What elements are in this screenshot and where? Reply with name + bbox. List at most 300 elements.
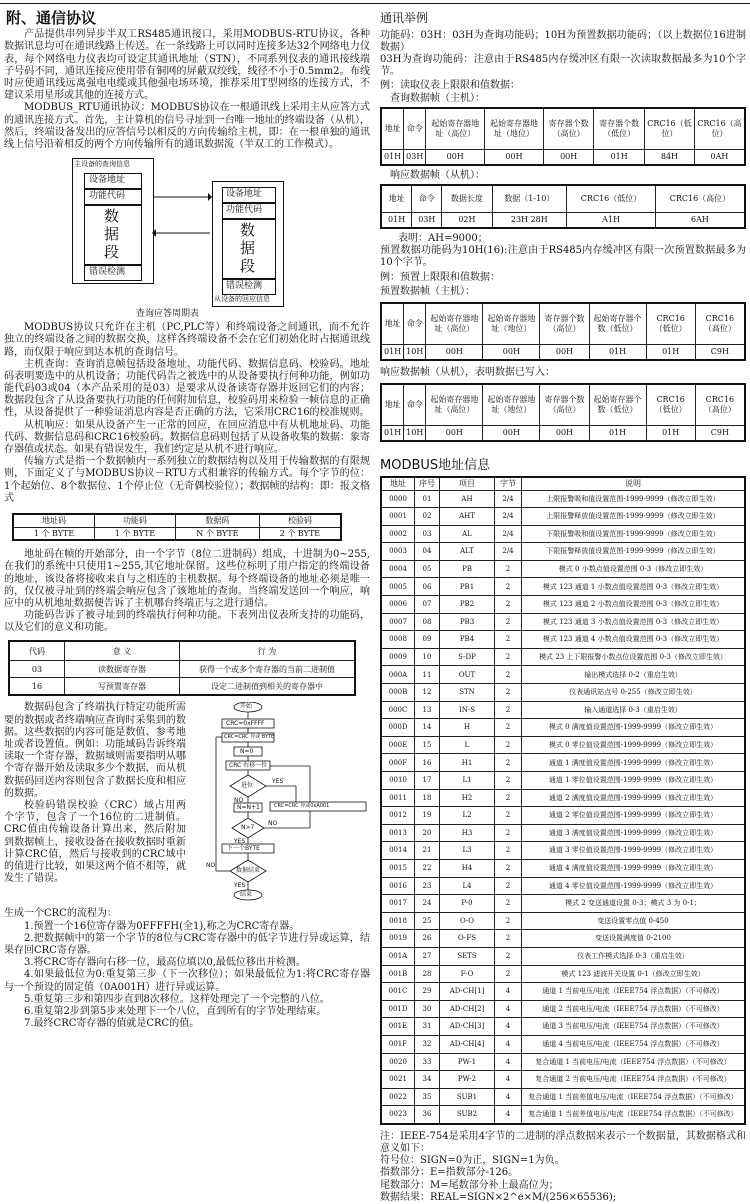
table-header-cell: 命令 — [404, 384, 426, 426]
data-code-paragraph: 数据码包含了终端执行特定功能所需要的数据或者终端响应查询时采集到的数据。这些数据的内容可能是数值、参考地址或者设置值。例如：功能域码告诉终端读取一个寄存器，数据域则需要指明从哪个寄存器开始及读取多少个数据，而从机数据码回送内容则包含了数据长度和相应的数据。 — [4, 702, 186, 799]
table-cell: 通道 3 满度值设置范围-1999-9999（修改立即生效） — [522, 824, 746, 842]
table-row — [381, 648, 745, 666]
data-crc-text — [4, 702, 186, 885]
table-cell: 33 — [415, 1053, 440, 1071]
table-cell: 设定二进制值到相关的寄存器中 — [180, 678, 356, 696]
table-cell: H1 — [440, 754, 495, 772]
table-row — [381, 1035, 745, 1053]
table-cell: 0014 — [381, 842, 415, 860]
table-cell: 23 — [415, 877, 440, 895]
table-header-cell: CRC16（高位） — [694, 108, 745, 150]
table-cell: SUB2 — [440, 1106, 495, 1124]
slave-data-char-3: 段 — [240, 257, 256, 276]
table-cell: 复合通道 1 当前差值电压/电流（IEEE754 浮点数据）（不可修改） — [522, 1106, 746, 1124]
table-cell: 0013 — [381, 824, 415, 842]
table-cell: 01H — [646, 426, 695, 442]
table-cell: 模式 123 通道 4 小数点值设置范围 0-3（修改立即生效） — [522, 631, 746, 649]
table-cell: 17 — [415, 772, 440, 790]
table-header-row — [9, 641, 355, 661]
table-row — [381, 490, 745, 508]
query-frame-table — [380, 107, 746, 166]
table-cell: 2 — [495, 736, 522, 754]
table-cell: 0003 — [381, 543, 415, 561]
crc-flowchart — [200, 702, 370, 958]
table-cell: 0007 — [381, 613, 415, 631]
table-header-cell: 起始寄存器地址（地位） — [483, 303, 540, 345]
table-cell: 11 — [415, 666, 440, 684]
table-cell: 28 — [415, 965, 440, 983]
table-cell: 00H — [543, 149, 594, 165]
query-paragraph: 主机查询：查询消息帧包括设备地址、功能代码、数据信息码、校验码。地址码表明要选中的从机设备；功能代码告之被选中的从设备要执行何种功能，例如功能代码03或04（本产品采用的是03）是要求从设备读寄存器并返回它们的内容；数据段包含了从设备要执行功能的任何附加信息，校验码用来检验一帧信息的正确性，从设备提供了一种验证消息内容是否正确的方法，它采用CRC16的校准规则。 — [4, 358, 370, 419]
table-row — [381, 1088, 745, 1106]
table-row — [381, 525, 745, 543]
table-cell: 00H — [483, 426, 540, 442]
table-cell: 变送设置满度值 0-2100 — [522, 930, 746, 948]
table-cell: 26 — [415, 930, 440, 948]
preset-example: 例：预置上限限和值数据： — [380, 271, 500, 283]
table-cell: 31 — [415, 1018, 440, 1036]
table-cell: 0011 — [381, 789, 415, 807]
table-cell: ALT — [440, 543, 495, 561]
direction-arrows — [152, 175, 212, 255]
flowchart-n-inc: N=N+1 — [237, 804, 260, 812]
table-cell: 2 — [495, 684, 522, 702]
master-slave-paragraph: MODBUS协议只允许在主机（PC,PLC等）和终端设备之间通讯，而不允许独立的终端设备之间的数据交换，这样各终端设备不会在它们初始化时占据通讯线路，而仅限于响应到达本机的查询信号。 — [4, 322, 370, 358]
flowchart-xor-poly: CRC=CRC 异或0xA001 — [274, 803, 330, 810]
table-cell: 上限报警吸和值设置范围-1999-9999（修改立即生效） — [522, 490, 746, 508]
table-row — [381, 719, 745, 737]
table-header-cell: 数据（1-10） — [492, 185, 567, 213]
crc-step: 5.重复第三步和第四步直到8次移位。这样处理完了一个完整的八位。 — [24, 993, 330, 1005]
master-function-label: 功能代码 — [89, 191, 126, 202]
table-row — [381, 1000, 745, 1018]
table-cell: 00H — [485, 149, 544, 165]
table-row — [13, 527, 341, 540]
flowchart-no-3: NO — [206, 862, 216, 870]
table-header-cell: 起始寄存器个数（低位） — [589, 384, 646, 426]
table-row — [381, 666, 745, 684]
table-cell: 34 — [415, 1071, 440, 1089]
table-cell: 06 — [415, 578, 440, 596]
table-cell: 16 — [9, 678, 65, 696]
table-cell: 4 — [495, 983, 522, 1001]
table-cell: 0015 — [381, 859, 415, 877]
table-cell: 2 — [495, 754, 522, 772]
table-cell: 通道 3 零位值设置范围-1999-9999（修改立即生效） — [522, 842, 746, 860]
table-row — [381, 684, 745, 702]
table-cell: PB1 — [440, 578, 495, 596]
flowchart-shift: CRC 右移一位 — [229, 762, 268, 770]
table-cell: 29 — [415, 983, 440, 1001]
table-header-cell: 地址码 — [13, 514, 95, 527]
table-row — [381, 631, 745, 649]
table-cell: 001C — [381, 983, 415, 1001]
table-cell: 4 — [495, 1053, 522, 1071]
table-header-row — [381, 384, 745, 426]
table-row — [381, 824, 745, 842]
table-cell: 05 — [415, 560, 440, 578]
table-header-cell: 地址 — [381, 108, 404, 150]
table-cell: 2 — [495, 666, 522, 684]
table-header-row — [381, 303, 745, 345]
table-cell: 0012 — [381, 807, 415, 825]
table-header-cell: 项目 — [440, 477, 495, 490]
table-row — [381, 344, 745, 360]
table-cell: AD-CH[4] — [440, 1035, 495, 1053]
note-line: 指数部分：E=指数部分-126。 — [380, 1167, 519, 1179]
table-header-row — [381, 477, 745, 490]
crc-step: 6.重复第2步到第5步来处理下一个八位，直到所有的字节处理结束。 — [24, 1005, 327, 1017]
table-cell: 0019 — [381, 930, 415, 948]
table-header-cell: CRC16（高位） — [655, 185, 745, 213]
table-header-cell: 地址 — [381, 477, 415, 490]
response-paragraph: 从机响应：如果从设备产生一正常的回应，在回应消息中有从机地址码、功能代码、数据信息码和CRC16校验码。数据信息码则包括了从设备收集的数据：象寄存器值或状态。如果有错误发生，我们约定是从机不进行响应。 — [4, 419, 370, 456]
table-cell: 16 — [415, 754, 440, 772]
right-column — [380, 0, 746, 1204]
table-cell: 0018 — [381, 912, 415, 930]
table-cell: 0002 — [381, 525, 415, 543]
table-row — [381, 859, 745, 877]
table-cell: 0001 — [381, 508, 415, 526]
table-cell: H2 — [440, 789, 495, 807]
table-cell: 通道 4 零位值设置范围-1999-9999（修改立即生效） — [522, 877, 746, 895]
table-header-cell: 寄存器个数（高位） — [543, 108, 594, 150]
table-cell: L — [440, 736, 495, 754]
table-cell: 04 — [415, 543, 440, 561]
table-cell: 001E — [381, 1018, 415, 1036]
left-column — [4, 0, 370, 1030]
table-cell: 模式 123 通道 2 小数点值设置范围 0-3（修改立即生效） — [522, 596, 746, 614]
table-row — [381, 1053, 745, 1071]
query-response-diagram — [4, 155, 370, 322]
table-header-cell: 数据长度 — [442, 185, 492, 213]
table-cell: 下限报警吸和值设置范围-1999-9999（修改立即生效） — [522, 525, 746, 543]
address-section-title: MODBUS地址信息 — [380, 458, 491, 474]
table-cell: 写预置寄存器 — [65, 678, 180, 696]
table-cell: 2 — [495, 631, 522, 649]
table-cell: 32 — [415, 1035, 440, 1053]
table-cell: 15 — [415, 736, 440, 754]
table-row — [381, 1071, 745, 1089]
intro-paragraph: 产品提供串列异步半双工RS485通讯接口，采用MODBUS-RTU协议，各种数据讯息均可在通讯线路上传送。在一条线路上可以同时连接多达32个网络电力仪表，每个网络电力仪表均可设定其通讯地址（STN），不同系列仪表的通讯接线端子号码不同，通讯连接应使用带有铜网的屏蔽双绞线，线径不小于0.5mm2。布线时应使通讯线远离强电电缆或其他强电场环境，推荐采用T型网络的连接方式，不建议采用星形或其他的连接方式。 — [4, 29, 370, 102]
table-cell: 模式 0 零位值设置范围-1999-9999（修改立即生效） — [522, 736, 746, 754]
table-cell: 2 — [495, 596, 522, 614]
table-header-cell: 起始寄存器地址（高位） — [426, 384, 483, 426]
table-cell: 2 — [495, 842, 522, 860]
table-cell: 00H — [483, 344, 540, 360]
preset-response-table — [380, 383, 746, 442]
preset-response-label: 响应数据帧（从机），表明数据已写入： — [380, 366, 555, 378]
table-row — [381, 736, 745, 754]
table-cell: 000D — [381, 719, 415, 737]
table-cell: 4 — [495, 1106, 522, 1124]
master-data-char-2: 据 — [104, 225, 120, 244]
table-header-cell: 地址 — [381, 303, 404, 345]
flowchart-end: 结束 — [240, 891, 253, 899]
table-cell: H4 — [440, 859, 495, 877]
table-cell: 03 — [9, 661, 65, 678]
table-cell: 001D — [381, 1000, 415, 1018]
table-row — [381, 807, 745, 825]
table-cell: 模式 123 通道 3 小数点值设置范围 0-3（修改立即生效） — [522, 613, 746, 631]
frame-structure-table — [12, 513, 342, 541]
table-cell: 模式 0 满度值设置范围-1999-9999（修改立即生效） — [522, 719, 746, 737]
table-cell: 输入通道选择 0-3（重启生效） — [522, 701, 746, 719]
table-cell: 0006 — [381, 596, 415, 614]
table-header-cell: 数据码 — [175, 514, 259, 527]
table-cell: 2 个 BYTE — [259, 527, 341, 540]
table-cell: 2/4 — [495, 490, 522, 508]
table-cell: P-0 — [440, 895, 495, 913]
address-code-paragraph: 地址码在帧的开始部分，由一个字节（8位二进制码）组成，十进制为0~255,在我们的系统中只使用1~255,其它地址保留。这些位标明了用户指定的终端设备的地址，该设备将接收来自与之相连的主机数据。每个终端设备的地址必须是唯一的，仅仅被寻址到的终端会响应包含了该地址的查询。当终端发送回一个响应，响应中的从机地址数据便告诉了主机哪台终端正与之进行通信。 — [4, 549, 370, 609]
table-header-cell: CRC16（低位） — [646, 303, 695, 345]
table-cell: 84H — [644, 149, 694, 165]
table-cell: AD-CH[1] — [440, 983, 495, 1001]
table-header-row — [13, 514, 341, 527]
table-row — [381, 842, 745, 860]
table-cell: 00H — [540, 344, 589, 360]
table-cell: 36 — [415, 1106, 440, 1124]
table-cell: 13 — [415, 701, 440, 719]
crc-step: 1.预置一个16位寄存器为0FFFFH(全1),称之为CRC寄存器。 — [24, 920, 300, 932]
preset-paragraph: 预置数据功能码为10H(16):注意由于RS485内存缓冲区有限一次预置数据最多为10个字节。 — [380, 245, 746, 269]
table-cell: 模式 0 小数点值设置范围 0-3（修改立即生效） — [522, 560, 746, 578]
table-cell: STN — [440, 684, 495, 702]
table-cell: 000C — [381, 701, 415, 719]
table-cell: 12 — [415, 684, 440, 702]
table-cell: 35 — [415, 1088, 440, 1106]
table-cell: SUB1 — [440, 1088, 495, 1106]
table-cell: 25 — [415, 912, 440, 930]
table-cell: 通道 4 满度值设置范围-1999-9999（修改立即生效） — [522, 859, 746, 877]
ieee754-notes — [380, 1131, 746, 1204]
table-cell: 2 — [495, 895, 522, 913]
table-row — [381, 1106, 745, 1124]
table-header-cell: CRC16（低位） — [646, 384, 695, 426]
table-cell: 复合通道 1 当前电压/电流（IEEE754 浮点数据）（不可修改） — [522, 1053, 746, 1071]
master-error-label: 错误检测 — [89, 267, 126, 278]
table-header-cell: 校验码 — [259, 514, 341, 527]
table-cell: 通道 4 当前电压/电流（IEEE754 浮点数据）（不可修改） — [522, 1035, 746, 1053]
table-cell: L4 — [440, 877, 495, 895]
table-cell: 下限报警释放值设置范围-1999-9999（修改立即生效） — [522, 543, 746, 561]
slave-data-char-2: 据 — [240, 239, 256, 258]
table-row — [381, 426, 745, 442]
table-row — [381, 560, 745, 578]
table-cell: 通道 2 零位值设置范围-1999-9999（修改立即生效） — [522, 807, 746, 825]
modbus-desc-paragraph: MODBUS_RTU通讯协议：MODBUS协议在一根通讯线上采用主从应答方式的通讯连接方式。首先，主计算机的信号寻址到一台唯一地址的终端设备（从机），然后，终端设备发出的应答信号以相反的方向传输给主机，即：在一根单独的通讯线上信号沿着相反的两个方向传输所有的通讯数据流（半双工的工作模式）。 — [4, 102, 370, 150]
table-header-cell: 说明 — [522, 477, 746, 490]
table-cell: 2 — [495, 578, 522, 596]
table-cell: 2 — [495, 613, 522, 631]
table-cell: 19 — [415, 807, 440, 825]
note-line: 尾数部分：M=尾数部分补上最高位为； — [380, 1179, 559, 1191]
preset-frame-table — [380, 302, 746, 361]
flowchart-next: 下一个BYTE — [227, 845, 260, 853]
table-row — [381, 212, 745, 228]
table-row — [381, 930, 745, 948]
slave-address-label: 设备地址 — [226, 189, 263, 200]
table-cell: 00H — [426, 344, 483, 360]
table-row — [381, 596, 745, 614]
flowchart-yes-2: YES — [234, 838, 246, 846]
slave-error-label: 错误检测 — [226, 281, 263, 292]
table-cell: 10 — [415, 648, 440, 666]
table-row — [381, 895, 745, 913]
table-cell: 4 — [495, 1088, 522, 1106]
flowchart-xor: CRC=CRC 异或 BYTE — [224, 734, 275, 741]
flowchart-no-2: NO — [268, 820, 278, 828]
table-cell: L1 — [440, 772, 495, 790]
table-cell: PB4 — [440, 631, 495, 649]
table-cell: 21 — [415, 842, 440, 860]
crc-step: 4.如果最低位为0:重复第三步（下一次移位）；如果最低位为1:将CRC寄存器与一个预设的固定值（0A001H）进行异或运算。 — [4, 969, 370, 993]
table-cell: 上限报警释放值设置范围-1999-9999（修改立即生效） — [522, 508, 746, 526]
table-cell: 2 — [495, 807, 522, 825]
table-header-cell: 起始寄存器地址（地位） — [485, 108, 544, 150]
table-cell: 通道 3 当前电压/电流（IEEE754 浮点数据）（不可修改） — [522, 1018, 746, 1036]
table-cell: 4 — [495, 1000, 522, 1018]
table-header-cell: 起始寄存器地址（地位） — [483, 384, 540, 426]
slave-data-char-1: 数 — [240, 221, 256, 240]
table-cell: 00H — [426, 149, 485, 165]
table-header-cell: 意 义 — [65, 641, 180, 661]
table-cell: 仪表通讯站点号 0-255（修改立即生效） — [522, 684, 746, 702]
table-cell: 0004 — [381, 560, 415, 578]
crc-step: 2.把数据帧中的第一个字节的8位与CRC寄存器中的低字节进行异或运算，结果存回CRC寄存器。 — [4, 932, 370, 957]
table-cell: AL — [440, 525, 495, 543]
flowchart-start: 开始 — [240, 703, 253, 711]
table-cell: 001A — [381, 947, 415, 965]
table-cell: 4 — [495, 1071, 522, 1089]
table-cell: 2 — [495, 965, 522, 983]
note-line: 注：IEEE-754是采用4字节的二进制的浮点数据来表示一个数据量，其数据格式和意义如下： — [380, 1130, 746, 1155]
table-cell: 2 — [495, 947, 522, 965]
flowchart-lines — [200, 702, 370, 958]
table-cell: 0017 — [381, 895, 415, 913]
table-cell: 通道 1 当前电压/电流（IEEE754 浮点数据）（不可修改） — [522, 983, 746, 1001]
table-cell: 2/4 — [495, 525, 522, 543]
table-cell: 2 — [495, 877, 522, 895]
table-cell: 01H — [381, 212, 412, 228]
table-cell: 03H — [404, 149, 426, 165]
flowchart-yes-3: YES — [234, 882, 246, 890]
table-header-cell: 功能码 — [95, 514, 176, 527]
example-paragraph-1: 功能码：03H：03H为查询功能码；10H为预置数据功能码；（以上数据位16进制数据） — [380, 29, 746, 53]
table-cell: L3 — [440, 842, 495, 860]
table-cell: 变送设置零点值 0-450 — [522, 912, 746, 930]
table-row — [381, 701, 745, 719]
table-cell: 2 — [495, 701, 522, 719]
table-cell: 00H — [540, 426, 589, 442]
crc-paragraph: 校验码错误校验（CRC）域占用两个字节，包含了一个16位的二进制值。CRC值由传输设备计算出来，然后附加到数据帧上，接收设备在接收数据时重新计算CRC值，然后与接收到的CRC域中的值进行比较，如果这两个值不相等，就发生了错误。 — [4, 799, 186, 885]
table-cell: 0023 — [381, 1106, 415, 1124]
table-row — [381, 877, 745, 895]
table-cell: 模式 123 滤波开关设置 0-1（修改立即生效） — [522, 965, 746, 983]
table-cell: 10H — [404, 426, 426, 442]
table-cell: 0005 — [381, 578, 415, 596]
table-cell: 18 — [415, 789, 440, 807]
modbus-address-table — [380, 476, 746, 1125]
table-cell: 6AH — [655, 212, 745, 228]
data-crc-section — [4, 702, 370, 958]
table-row — [381, 543, 745, 561]
flowchart-init: CRC=0xFFFF — [226, 720, 265, 728]
table-cell: AD-CH[2] — [440, 1000, 495, 1018]
table-header-cell: CRC16（高位） — [695, 303, 745, 345]
table-cell: 4 — [495, 1018, 522, 1036]
table-row — [381, 947, 745, 965]
table-cell: 01H — [594, 149, 645, 165]
table-cell: 2/4 — [495, 543, 522, 561]
table-cell: 0009 — [381, 648, 415, 666]
table-header-cell: 序号 — [415, 477, 440, 490]
slave-function-label: 功能代码 — [226, 205, 263, 216]
table-cell: IN-S — [440, 701, 495, 719]
crc-step: 3.将CRC寄存器向右移一位，最高位填以0,最低位移出并检测。 — [24, 957, 306, 969]
table-cell: PB — [440, 560, 495, 578]
table-cell: O-O — [440, 912, 495, 930]
table-row — [381, 754, 745, 772]
table-header-cell: 命令 — [412, 185, 442, 213]
table-cell: 01H — [381, 426, 404, 442]
table-cell: 2 — [495, 912, 522, 930]
table-cell: 通道 2 满度值设置范围-1999-9999（修改立即生效） — [522, 789, 746, 807]
table-row — [381, 578, 745, 596]
crc-steps-title: 生成一个CRC的流程为： — [4, 908, 117, 920]
function-code-paragraph: 功能码告诉了被寻址到的终端执行何种功能。下表列出仪表所支持的功能码，以及它们的意义和功能。 — [4, 610, 370, 634]
page-title: 附、通信协议 — [6, 9, 97, 27]
table-cell: 03 — [415, 525, 440, 543]
table-cell: 07 — [415, 596, 440, 614]
table-header-cell: 字节 — [495, 477, 522, 490]
table-header-row — [381, 185, 745, 213]
table-cell: 2 — [495, 824, 522, 842]
table-cell: 通道 2 当前电压/电流（IEEE754 浮点数据）（不可修改） — [522, 1000, 746, 1018]
table-cell: L2 — [440, 807, 495, 825]
table-row — [381, 1018, 745, 1036]
table-header-cell: 地址 — [381, 185, 412, 213]
crc-step: 7.最终CRC寄存器的值就是CRC的值。 — [24, 1018, 200, 1030]
response-frame-table — [380, 184, 746, 229]
table-cell: 00H — [426, 426, 483, 442]
table-cell: 通道 1 满度值设置范围-1999-9999（修改立即生效） — [522, 754, 746, 772]
transfer-paragraph: 传输方式是指一个数据帧内一系列独立的数据结构以及用于传输数据的有限规则，下面定义了与MODBUS协议－RTU方式相兼容的传输方式。每个字节的位：1个起始位、8个数据位、1个停止位（无奇偶校验位）；数据帧的结构：即：报文格式 — [4, 456, 370, 504]
table-cell: 2 — [495, 719, 522, 737]
table-cell: 1 个 BYTE — [95, 527, 176, 540]
table-cell: 23H 28H — [492, 212, 567, 228]
table-cell: 0AH — [694, 149, 745, 165]
slave-label: 从设备的回应信息 — [214, 295, 270, 304]
table-cell: PB2 — [440, 596, 495, 614]
table-cell: 4 — [495, 1035, 522, 1053]
table-cell: S-DP — [440, 648, 495, 666]
table-header-cell: 代码 — [9, 641, 65, 661]
master-data-char-3: 段 — [104, 243, 120, 262]
table-cell: 0020 — [381, 1053, 415, 1071]
table-header-cell: 命令 — [404, 108, 426, 150]
table-cell: N 个 BYTE — [175, 527, 259, 540]
table-cell: 22 — [415, 859, 440, 877]
note-line: 数据结果：REAL=SIGN×2^e×M/(256×65536); — [380, 1191, 617, 1203]
table-header-cell: 起始寄存器个数（低位） — [589, 303, 646, 345]
table-cell: AH — [440, 490, 495, 508]
table-cell: 09 — [415, 631, 440, 649]
table-row — [381, 983, 745, 1001]
master-data-char-1: 数 — [104, 207, 120, 226]
table-header-cell: 命令 — [404, 303, 426, 345]
table-cell: H3 — [440, 824, 495, 842]
